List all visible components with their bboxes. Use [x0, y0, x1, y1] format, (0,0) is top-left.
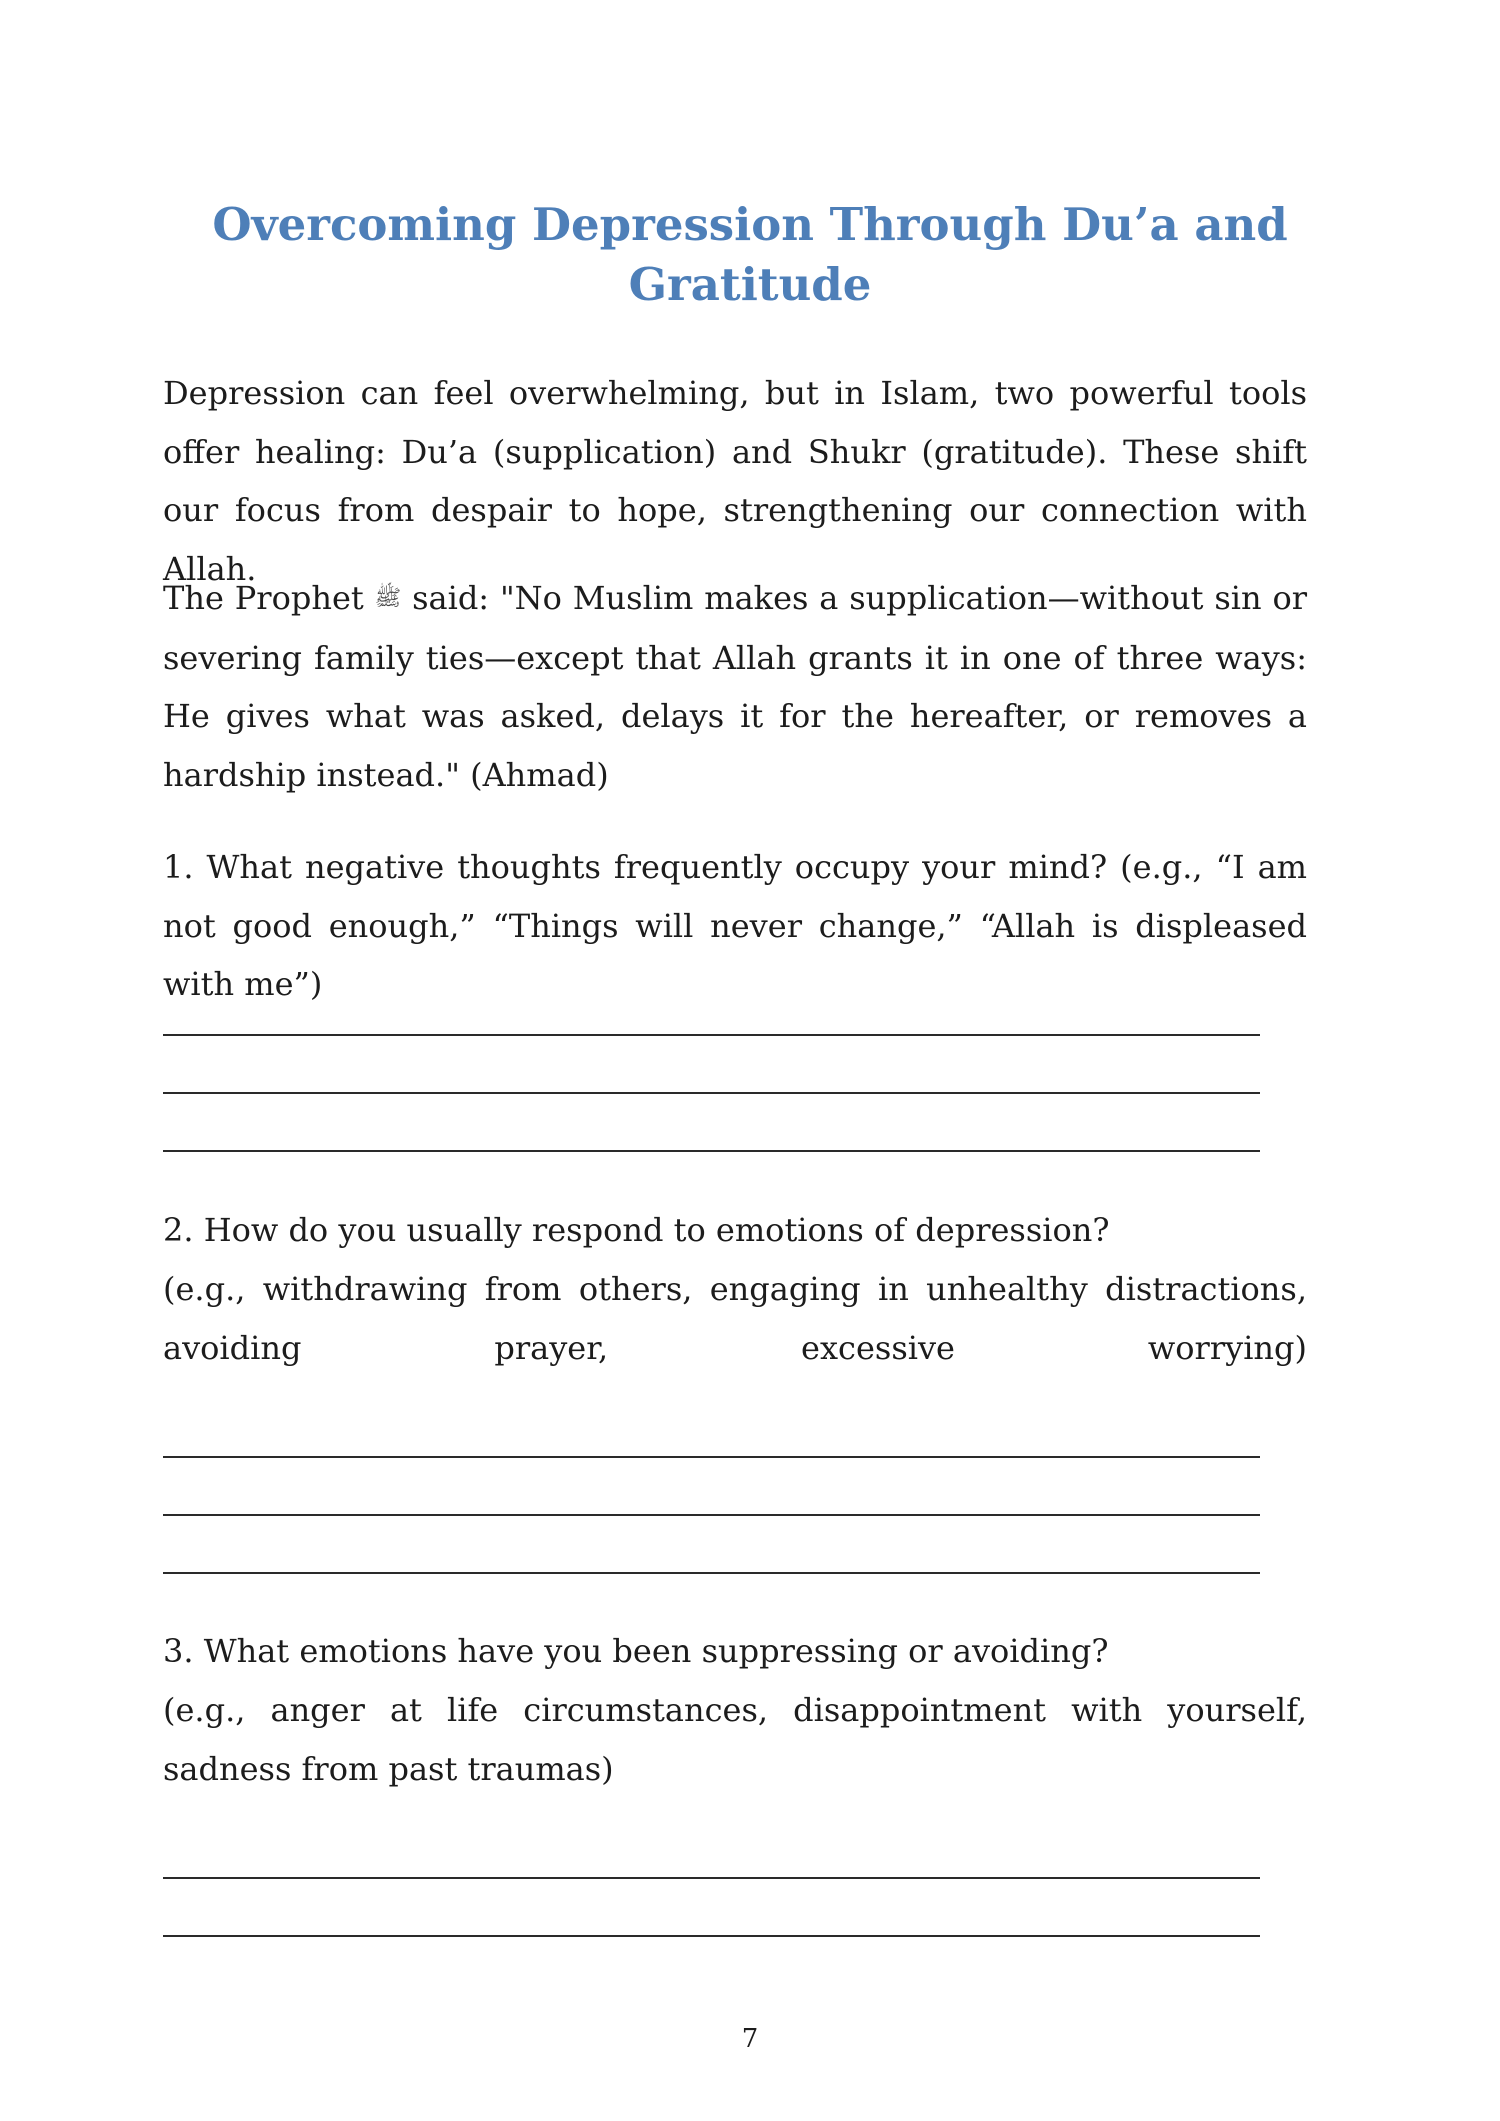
- page-title: Overcoming Depression Through Du’a and Gratitude: [212, 198, 1288, 311]
- honorific-glyph: ﷺ: [374, 586, 402, 611]
- question-3-example: [163, 1681, 1307, 1798]
- answer-line-q1-3[interactable]: [163, 1150, 1260, 1152]
- question-2-example: [163, 1260, 1307, 1377]
- question-2: 2. How do you usually respond to emotions of depression?: [163, 1211, 1110, 1249]
- answer-line-q3-1[interactable]: [163, 1877, 1260, 1879]
- answer-line-q1-1[interactable]: [163, 1034, 1260, 1036]
- question-1: 1. What negative thoughts frequently occupy your mind? (e.g., “I am not good enough,” “Things will never change,” “Allah is displeased with me”): [163, 848, 1307, 1003]
- intro-paragraph: Depression can feel overwhelming, but in Islam, two powerful tools offer healing: Du’a (supplication) and Shukr (gratitude). These shift our focus from despair to hope, strengthening our connection with Allah.: [163, 374, 1307, 588]
- answer-line-q2-1[interactable]: [163, 1456, 1260, 1458]
- hadith-text: said: "No Muslim makes a supplication—without sin or severing family ties—except that Allah grants it in one of three ways: He gives what was asked, delays it for the hereafter, or removes a hardship instead." (Ahmad): [163, 579, 1308, 794]
- question-3-example-text: (e.g., anger at life circumstances, disappointment with yourself, sadness from past traumas): [163, 1691, 1307, 1788]
- hadith-paragraph: [163, 569, 1307, 804]
- page-number: 7: [741, 2024, 759, 2054]
- question-2-example-text: (e.g., withdrawing from others, engaging in unhealthy distractions, avoiding prayer, excessive worrying): [163, 1270, 1307, 1367]
- answer-line-q2-2[interactable]: [163, 1514, 1260, 1516]
- answer-line-q1-2[interactable]: [163, 1092, 1260, 1094]
- hadith-prefix: The Prophet: [163, 579, 364, 617]
- answer-line-q2-3[interactable]: [163, 1572, 1260, 1574]
- answer-line-q3-2[interactable]: [163, 1935, 1260, 1937]
- question-3: 3. What emotions have you been suppressing or avoiding?: [163, 1632, 1109, 1670]
